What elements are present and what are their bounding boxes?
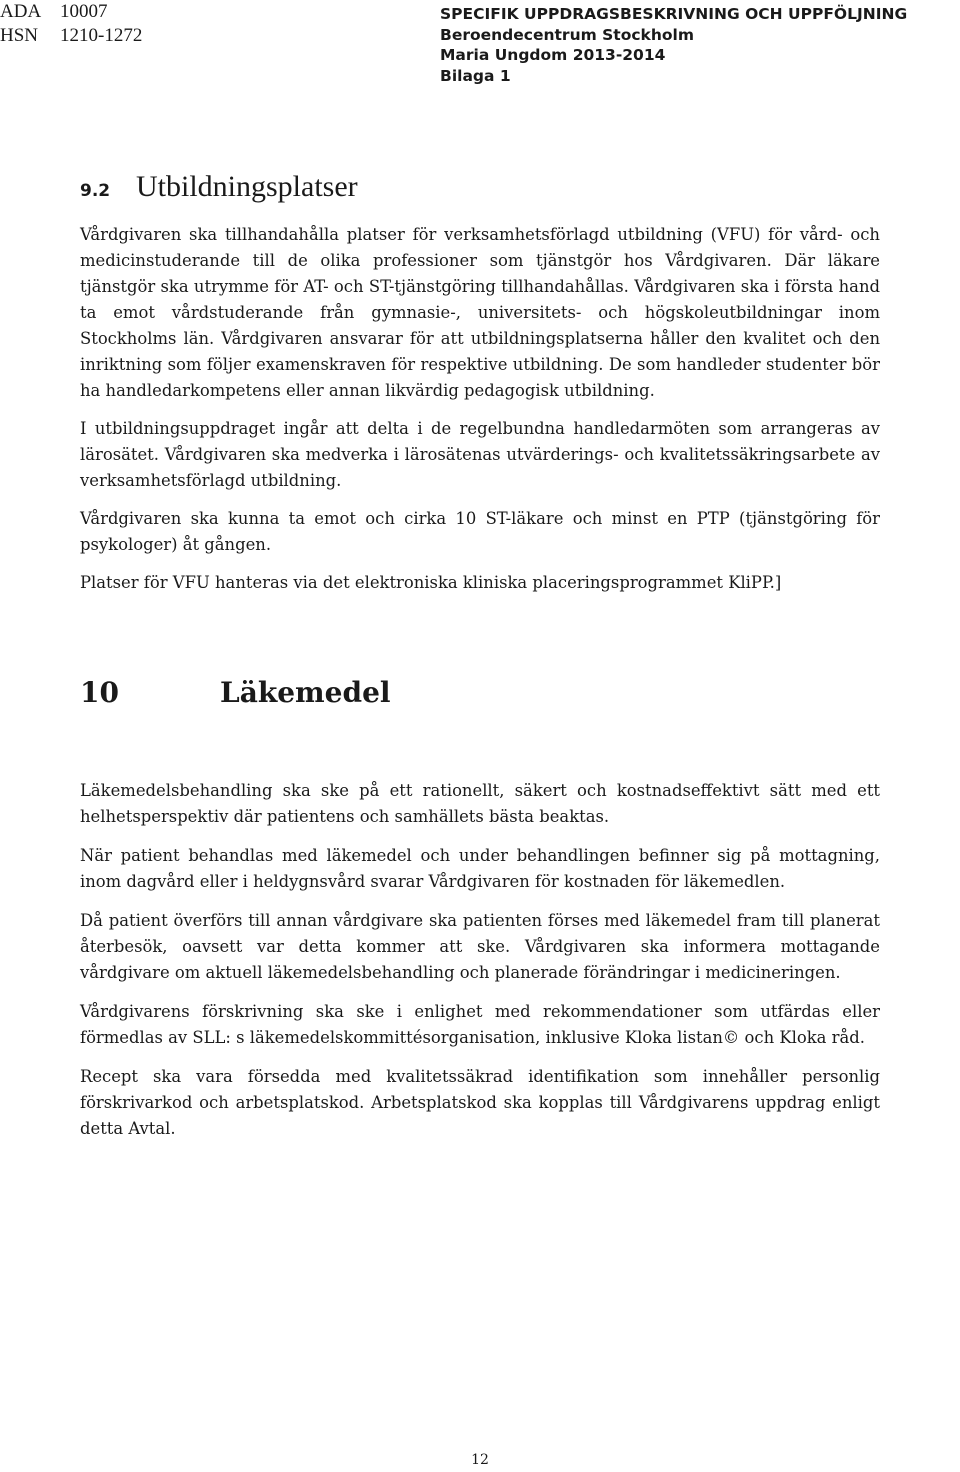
document-header-title — [440, 4, 907, 86]
section-title: Utbildningsplatser — [136, 170, 358, 203]
document-codes — [0, 0, 142, 48]
section-9-2-heading — [80, 170, 358, 204]
section-number: 9.2 — [80, 181, 111, 201]
code-label: HSN — [0, 25, 39, 46]
header-title-line: Maria Ungdom 2013-2014 — [440, 46, 666, 64]
section-10-heading — [80, 676, 391, 709]
section-9-2-body — [80, 222, 880, 608]
paragraph: Läkemedelsbehandling ska ske på ett rationellt, säkert och kostnadseffektivt sätt med ett helhetsperspektiv där patientens och samhällets bästa beaktas. — [80, 781, 880, 827]
code-value: 1210-1272 — [60, 25, 143, 46]
paragraph: I utbildningsuppdraget ingår att delta i de regelbundna handledarmöten som arrangeras av lärosätet. Vårdgivaren ska medverka i lärosätenas utvärderings- och kvalitetssäkringsarbete av verksamhetsförlagd utbildning. — [80, 419, 880, 490]
paragraph: Vårdgivarens förskrivning ska ske i enlighet med rekommendationer som utfärdas eller förmedlas av SLL: s läkemedelskommittésorganisation, inklusive Kloka listan© och Kloka råd. — [80, 1001, 880, 1048]
paragraph: Vårdgivaren ska kunna ta emot och cirka 10 ST-läkare och minst en PTP (tjänstgöring för psykologer) åt gången. — [80, 509, 880, 554]
page-number: 12 — [471, 1452, 489, 1468]
paragraph: Då patient överförs till annan vårdgivare ska patienten förses med läkemedel fram till planerat återbesök, oavsett var detta kommer att ske. Vårdgivaren ska informera mottagande vårdgivare om aktuell läkemedelsbehandling och planerade förändringar i medicineringen. — [80, 910, 880, 983]
code-row-ada — [0, 0, 142, 24]
header-title-line: SPECIFIK UPPDRAGSBESKRIVNING OCH UPPFÖLJNING — [440, 5, 908, 23]
code-label: ADA — [0, 1, 42, 22]
paragraph: Vårdgivaren ska tillhandahålla platser för verksamhetsförlagd utbildning (VFU) för vård- och medicinstuderande till de olika professioner som tjänstgör hos Vårdgivaren. Där läkare tjänstgör ska utrymme för AT- och ST-tjänstgöring tillhandahållas. Vårdgivaren ska i första hand ta emot vårdstuderande från gymnasie-, universitets- och högskoleutbildningar inom Stockholms län. Vårdgivaren ansvarar för att utbildningsplatserna håller den kvalitet och den inriktning som följer examenskraven för respektive utbildning. De som handleder studenter bör ha handledarkompetens eller annan likvärdig pedagogisk utbildning. — [80, 225, 880, 400]
paragraph: Platser för VFU hanteras via det elektroniska kliniska placeringsprogrammet KliPP.] — [80, 573, 782, 592]
header-title-line: Bilaga 1 — [440, 66, 511, 85]
section-number: 10 — [80, 676, 119, 709]
code-row-hsn — [0, 24, 142, 48]
section-10-body — [80, 778, 880, 1155]
header-title-line: Beroendecentrum Stockholm — [440, 25, 695, 44]
paragraph: Recept ska vara försedda med kvalitetssäkrad identifikation som innehåller personlig förskrivarkod och arbetsplatskod. Arbetsplatskod ska kopplas till Vårdgivarens uppdrag enligt detta Avtal. — [80, 1066, 880, 1139]
paragraph: När patient behandlas med läkemedel och under behandlingen befinner sig på mottagning, inom dagvård eller i heldygnsvård svarar Vårdgivaren för kostnaden för läkemedlen. — [80, 845, 880, 892]
section-title: Läkemedel — [220, 676, 391, 709]
code-value: 10007 — [60, 1, 108, 22]
